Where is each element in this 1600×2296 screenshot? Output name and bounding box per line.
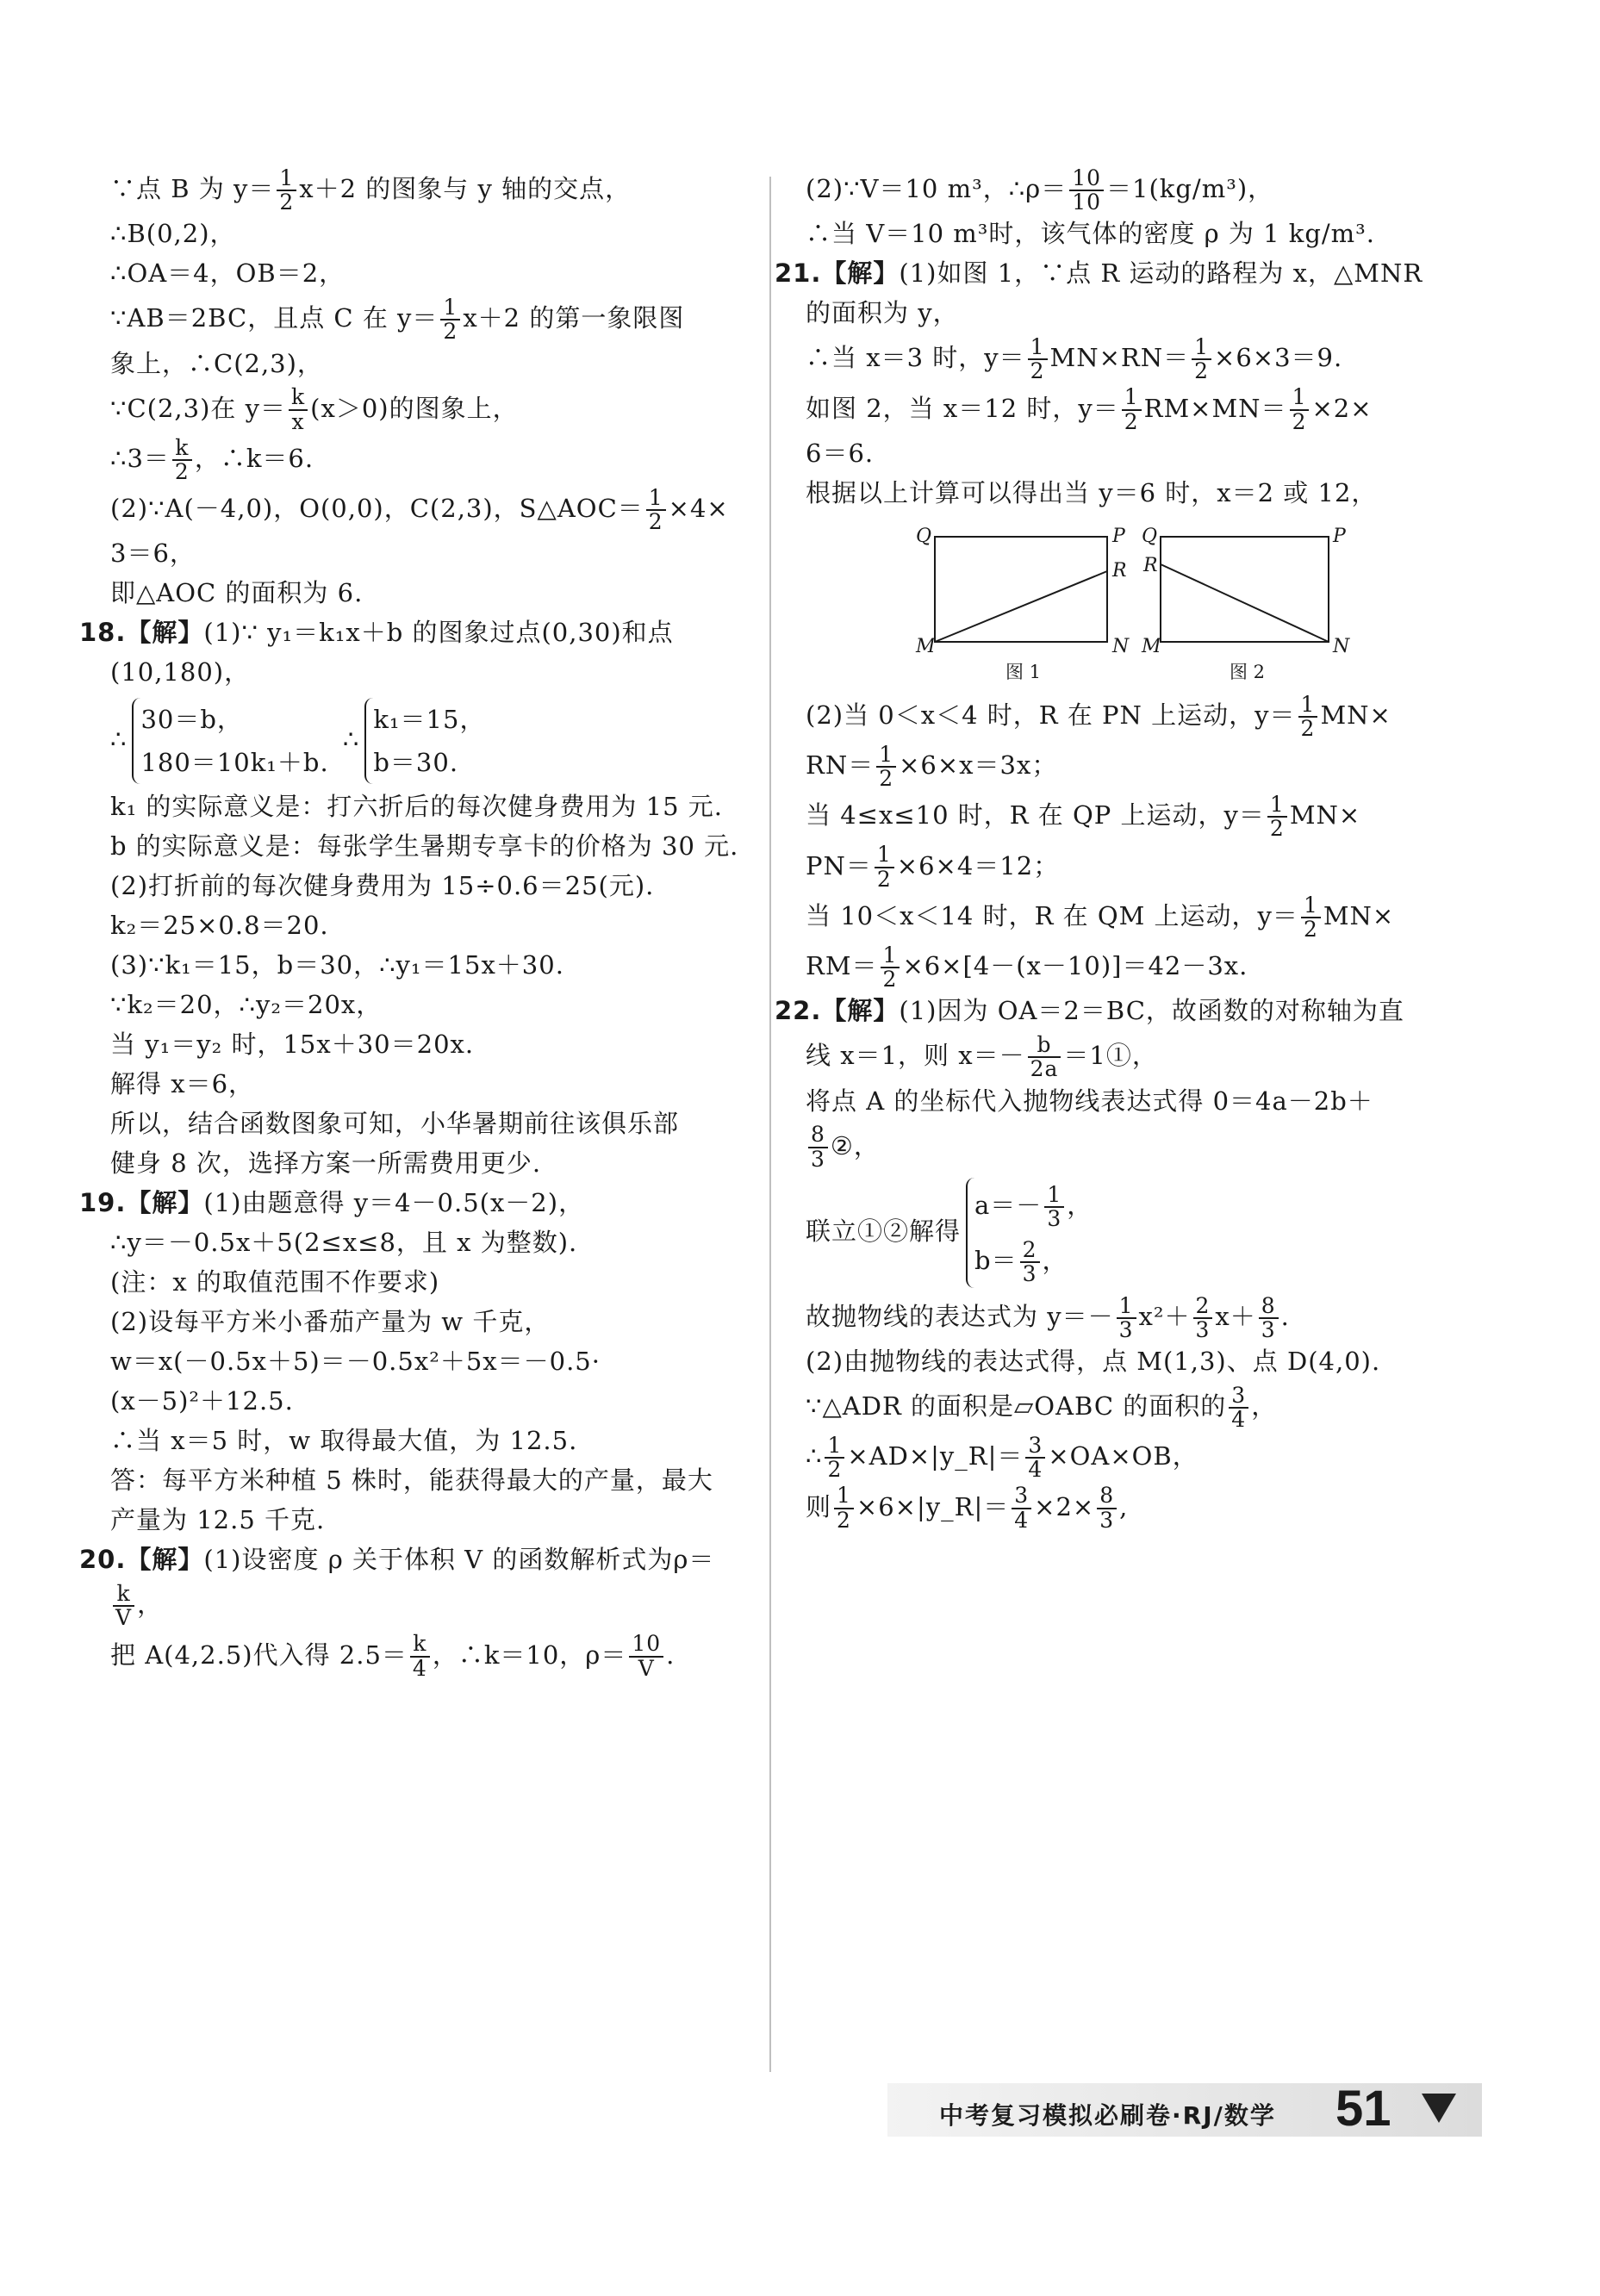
page-number: 51 <box>1335 2081 1391 2137</box>
fraction: $\frac{3}{4}$ <box>1025 1434 1045 1482</box>
line: ∴OA＝4，OB＝2， <box>110 258 346 289</box>
fraction: $\frac{1}{3}$ <box>1117 1295 1136 1342</box>
fraction: $\frac{1}{2}$ <box>440 296 460 344</box>
label-n2: N <box>1333 635 1350 657</box>
fraction: $\frac{1}{3}$ <box>1044 1184 1064 1231</box>
triangle-down-icon <box>1422 2094 1456 2123</box>
figure-1 <box>935 537 1107 642</box>
line: 根据以上计算可以得出当 y＝6 时，x＝2 或 12， <box>806 477 1378 507</box>
line: (x－5)²＋12.5. <box>110 1386 294 1416</box>
fraction: $\frac{1}{2}$ <box>875 843 894 891</box>
line: (注：x 的取值范围不作要求) <box>110 1267 440 1297</box>
question-21: 21.【解】(1)如图 1，∵点 R 运动的路程为 x，△MNR <box>775 258 1423 289</box>
equation-system: k₁＝15， b＝30. <box>364 698 485 784</box>
line: ∵点 B 为 y＝ $\frac{1}{2}$ x＋2 的图象与 y 轴的交点， <box>110 165 632 215</box>
line: ∴当 V＝10 m³时，该气体的密度 ρ 为 1 kg/m³. <box>806 219 1376 249</box>
line: 故抛物线的表达式为 y＝－ $\frac{1}{3}$ x²＋ $\frac{2}{3}$ x＋ $\frac{8}{3}$ . <box>806 1292 1290 1342</box>
fraction: $\frac{10}{V}$ <box>629 1633 663 1680</box>
line: 线 x＝1，则 x＝－ $\frac{b}{2a}$ ＝1①， <box>806 1032 1158 1082</box>
fraction: $\frac{1}{2}$ <box>277 167 296 215</box>
rectangle-figures <box>909 521 1357 683</box>
line: (2)∵A(－4,0)，O(0,0)，C(2,3)，S△AOC＝ $\frac{1}{2}$ ×4× <box>110 484 729 534</box>
fraction: $\frac{10}{10}$ <box>1069 167 1104 215</box>
line: 即△AOC 的面积为 6. <box>110 578 364 608</box>
line: $\frac{k}{V}$ ， <box>110 1579 741 1629</box>
line: ∴ 30＝b， 180＝10k₁＋b. ∴ k₁＝15， b＝30. <box>110 692 741 787</box>
fraction: $\frac{k}{4}$ <box>410 1633 430 1680</box>
label-m2: M <box>1142 635 1161 657</box>
fraction: $\frac{1}{2}$ <box>1290 386 1310 433</box>
line: ∵k₂＝20，∴y₂＝20x， <box>110 990 383 1020</box>
line: ∴B(0,2)， <box>110 219 236 249</box>
fraction: $\frac{1}{2}$ <box>1301 894 1321 942</box>
equation-system: 30＝b， 180＝10k₁＋b. <box>132 698 328 784</box>
line: (3)∵k₁＝15，b＝30，∴y₁＝15x＋30. <box>110 950 564 980</box>
line: ∴当 x＝5 时，w 取得最大值，为 12.5. <box>110 1426 578 1456</box>
fraction: $\frac{3}{4}$ <box>1012 1484 1031 1532</box>
fraction: $\frac{1}{2}$ <box>1298 694 1318 741</box>
line: ∴y＝－0.5x＋5(2≤x≤8，且 x 为整数). <box>110 1228 578 1258</box>
fraction: $\frac{1}{2}$ <box>1122 386 1142 433</box>
label-p2: P <box>1333 525 1346 547</box>
label-n1: N <box>1112 635 1130 657</box>
right-column <box>775 164 1469 1533</box>
line: (2)设每平方米小番茄产量为 w 千克， <box>110 1307 551 1337</box>
line: 当 10＜x＜14 时，R 在 QM 上运动，y＝ $\frac{1}{2}$ MN× <box>806 892 1395 942</box>
fraction: $\frac{1}{2}$ <box>876 744 896 791</box>
figures <box>806 521 1469 683</box>
question-22: 22.【解】(1)因为 OA＝2＝BC，故函数的对称轴为直 <box>775 996 1404 1026</box>
fraction: $\frac{8}{3}$ <box>1259 1295 1279 1342</box>
fraction: $\frac{k}{x}$ <box>289 386 308 433</box>
left-column <box>79 164 741 1681</box>
line: 则 $\frac{1}{2}$ ×6×|y_R|＝ $\frac{3}{4}$ ×2× $\frac{8}{3}$ , <box>806 1483 1129 1533</box>
caption-fig2: 图 2 <box>1230 661 1266 682</box>
label-q1: Q <box>916 525 932 547</box>
fraction: $\frac{k}{V}$ <box>113 1583 134 1630</box>
line: (2)当 0＜x＜4 时，R 在 PN 上运动，y＝ $\frac{1}{2}$ MN× <box>806 691 1391 741</box>
fraction: $\frac{2}{3}$ <box>1193 1295 1213 1342</box>
line: 当 4≤x≤10 时，R 在 QP 上运动，y＝ $\frac{1}{2}$ MN× <box>806 792 1361 842</box>
footer-title: 中考复习模拟必刷卷·RJ/数学 <box>939 2101 1276 2130</box>
line: k₂＝25×0.8＝20. <box>110 911 329 941</box>
page-footer <box>887 2083 1482 2137</box>
fraction: $\frac{1}{2}$ <box>1192 336 1211 383</box>
line: ∴当 x＝3 时，y＝ $\frac{1}{2}$ MN×RN＝ $\frac{1}{2}$ ×6×3＝9. <box>806 334 1343 384</box>
label-m1: M <box>916 635 936 657</box>
line: PN＝ $\frac{1}{2}$ ×6×4＝12； <box>806 842 1060 892</box>
question-18: 18.【解】(1)∵ y₁＝k₁x＋b 的图象过点(0,30)和点 <box>79 618 674 648</box>
caption-fig1: 图 1 <box>1005 661 1042 682</box>
fraction: $\frac{3}{4}$ <box>1229 1384 1248 1432</box>
figure-2 <box>1161 537 1329 642</box>
line: b 的实际意义是：每张学生暑期专享卡的价格为 30 元. <box>110 831 739 862</box>
line: 将点 A 的坐标代入抛物线表达式得 0＝4a－2b＋ <box>806 1086 1373 1116</box>
fraction: $\frac{8}{3}$ <box>808 1123 828 1171</box>
line: (10,180)， <box>110 657 251 688</box>
fraction: $\frac{1}{2}$ <box>646 487 666 534</box>
line: 产量为 12.5 千克. <box>110 1505 326 1535</box>
line: RM＝ $\frac{1}{2}$ ×6×[4－(x－10)]＝42－3x. <box>806 942 1248 992</box>
line: 解得 x＝6， <box>110 1069 255 1099</box>
line: ∵AB＝2BC，且点 C 在 y＝ $\frac{1}{2}$ x＋2 的第一象限图 <box>110 295 685 345</box>
line: ∴3＝ $\frac{k}{2}$ ，∴k＝6. <box>110 434 314 484</box>
line: w＝x(－0.5x＋5)＝－0.5x²＋5x＝－0.5· <box>110 1347 601 1377</box>
label-p1: P <box>1112 525 1125 547</box>
line: 联立①②解得 a＝－ $\frac{1}{3}$ ， b＝ $\frac{2}{3}$ ， <box>806 1171 1469 1291</box>
label-r1: R <box>1112 559 1127 582</box>
label-r2: R <box>1143 554 1158 576</box>
fraction: $\frac{2}{3}$ <box>1020 1239 1040 1286</box>
line: k₁ 的实际意义是：打六折后的每次健身费用为 15 元. <box>110 792 723 822</box>
line: ∵△ADR 的面积是▱OABC 的面积的 $\frac{3}{4}$ ， <box>806 1382 1278 1432</box>
label-q2: Q <box>1142 525 1158 547</box>
line: 6＝6. <box>806 438 875 468</box>
line: 健身 8 次，选择方案一所需费用更少. <box>110 1148 542 1179</box>
line: 如图 2，当 x＝12 时，y＝ $\frac{1}{2}$ RM×MN＝ $\frac{1}{2}$ ×2× <box>806 384 1373 434</box>
column-divider <box>769 177 771 2072</box>
line: (2)∵V＝10 m³，∴ρ＝ $\frac{10}{10}$ ＝1(kg/m³)， <box>806 165 1274 215</box>
line: 3＝6， <box>110 538 196 569</box>
line: 所以，结合函数图象可知，小华暑期前往该俱乐部 <box>110 1109 680 1139</box>
line: $\frac{8}{3}$ ②， <box>806 1121 1469 1171</box>
equation-system: a＝－ $\frac{1}{3}$ ， b＝ $\frac{2}{3}$ ， <box>966 1178 1093 1288</box>
fraction: $\frac{8}{3}$ <box>1097 1484 1117 1532</box>
fraction: $\frac{1}{2}$ <box>1267 793 1287 841</box>
line: 当 y₁＝y₂ 时，15x＋30＝20x. <box>110 1030 475 1060</box>
line: RN＝ $\frac{1}{2}$ ×6×x＝3x； <box>806 741 1058 791</box>
question-20: 20.【解】(1)设密度 ρ 关于体积 V 的函数解析式为ρ＝ <box>79 1545 715 1575</box>
fraction: $\frac{1}{2}$ <box>1028 336 1048 383</box>
question-19: 19.【解】(1)由题意得 y＝4－0.5(x－2)， <box>79 1188 585 1218</box>
fraction: $\frac{k}{2}$ <box>172 437 192 484</box>
line: 把 A(4,2.5)代入得 2.5＝ $\frac{k}{4}$ ，∴k＝10，ρ＝ $\frac{10}{V}$ . <box>110 1631 675 1681</box>
line: (2)由抛物线的表达式得，点 M(1,3)、点 D(4,0). <box>806 1347 1381 1376</box>
fraction: $\frac{1}{2}$ <box>825 1434 844 1482</box>
fraction: $\frac{b}{2a}$ <box>1028 1034 1061 1081</box>
line: ∵C(2,3)在 y＝ $\frac{k}{x}$ (x＞0)的图象上， <box>110 384 519 434</box>
line: ∴ $\frac{1}{2}$ ×AD×|y_R|＝ $\frac{3}{4}$ ×OA×OB， <box>806 1433 1198 1483</box>
fraction: $\frac{1}{2}$ <box>834 1484 854 1532</box>
fraction: $\frac{1}{2}$ <box>881 944 900 992</box>
line: 答：每平方米种植 5 株时，能获得最大的产量，最大 <box>110 1465 713 1496</box>
line: (2)打折前的每次健身费用为 15÷0.6＝25(元). <box>110 871 655 901</box>
line: 的面积为 y， <box>806 298 959 328</box>
line: 象上，∴C(2,3)， <box>110 348 323 378</box>
